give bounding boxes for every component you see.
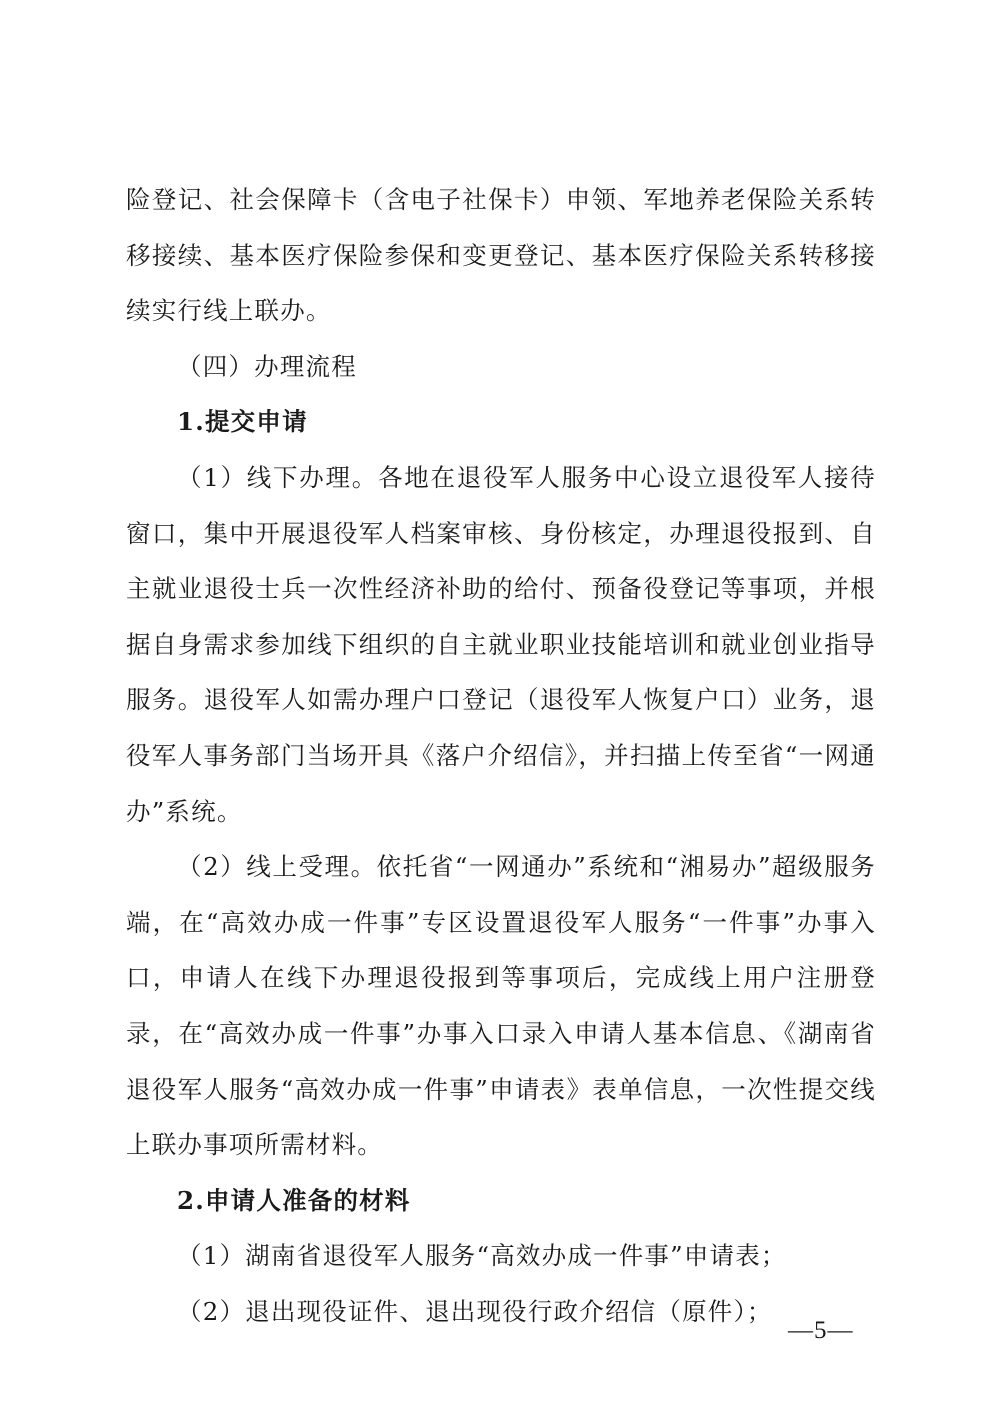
subheading-submit-application: 1.提交申请 xyxy=(177,407,308,437)
paragraph-continuation: 险登记、社会保障卡（含电子社保卡）申领、军地养老保险关系转移接续、基本医疗保险参保和变更登记、基本医疗保险关系转移接续实行线上联办。 xyxy=(126,185,876,326)
page-number: —5— xyxy=(788,1317,854,1344)
paragraph-online-acceptance: （2）线上受理。依托省“一网通办”系统和“湘易办”超级服务端，在“高效办成一件事”专区设置退役军人服务“一件事”办事入口，申请人在线下办理退役报到等事项后，完成线上用户注册登录，在“高效办成一件事”办事入口录入申请人基本信息、《湖南省退役军人服务“高效办成一件事”申请表》表单信息，一次性提交线上联办事项所需材料。 xyxy=(126,852,876,1160)
document-body xyxy=(126,172,876,1339)
material-item-1: （1）湖南省退役军人服务“高效办成一件事”申请表； xyxy=(177,1241,787,1271)
section-heading-process: （四）办理流程 xyxy=(177,351,357,381)
subheading-required-materials: 2.申请人准备的材料 xyxy=(177,1185,411,1215)
material-item-2: （2）退出现役证件、退出现役行政介绍信（原件）； xyxy=(177,1296,773,1326)
paragraph-offline-handling: （1）线下办理。各地在退役军人服务中心设立退役军人接待窗口，集中开展退役军人档案审核、身份核定，办理退役报到、自主就业退役士兵一次性经济补助的给付、预备役登记等事项，并根据自身需求参加线下组织的自主就业职业技能培训和就业创业指导服务。退役军人如需办理户口登记（退役军人恢复户口）业务，退役军人事务部门当场开具《落户介绍信》，并扫描上传至省“一网通办”系统。 xyxy=(126,462,876,826)
